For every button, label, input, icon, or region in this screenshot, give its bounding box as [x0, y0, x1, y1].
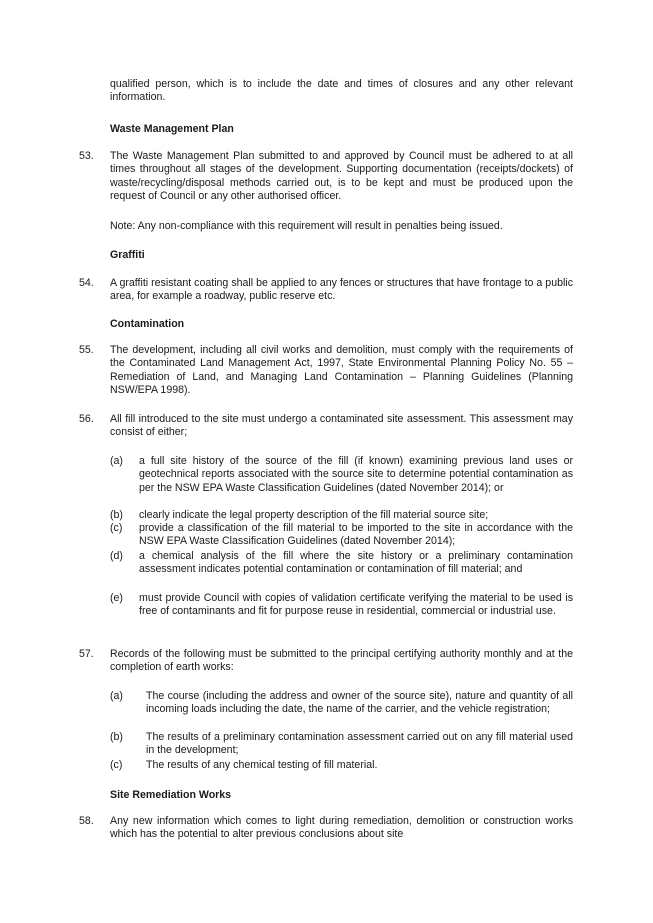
clause-53-text: The Waste Management Plan submitted to and approved by Council must be adhered to at all times throughout all stages of the development. Supporting documentation (receipts/dockets) of waste/recycling/disposal methods carried out, is to be kept and must be produced upon the request of Council or any other authorised officer.: [110, 150, 573, 203]
clause-57-item-text: The course (including the address and owner of the source site), nature and quantity of all incoming loads including the date, the name of the carrier, and the vehicle registration;: [146, 690, 573, 716]
clause-57-text: Records of the following must be submitted to the principal certifying authority monthly and at the completion of earth works:: [110, 648, 573, 674]
clause-56-item-label: (a): [110, 455, 123, 467]
clause-56-item-text: clearly indicate the legal property description of the fill material source site;: [139, 509, 489, 521]
clause-53-number: 53.: [79, 150, 94, 162]
clause-56-item-text: must provide Council with copies of validation certificate verifying the material to be used is free of contaminants and fit for purpose reuse in residential, commercial or industrial use.: [139, 592, 573, 618]
clause-57-item-text: The results of any chemical testing of fill material.: [146, 759, 378, 771]
clause-57-item-text: The results of a preliminary contamination assessment carried out on any fill material used in the development;: [146, 731, 573, 757]
clause-56-item-label: (b): [110, 509, 123, 521]
clause-57-number: 57.: [79, 648, 94, 660]
clause-57-item-label: (b): [110, 731, 123, 743]
waste-management-heading: Waste Management Plan: [110, 123, 234, 135]
clause-54-text: A graffiti resistant coating shall be applied to any fences or structures that have frontage to a public area, for example a roadway, public reserve etc.: [110, 277, 573, 303]
clause-55-number: 55.: [79, 344, 94, 356]
clause-55-text: The development, including all civil works and demolition, must comply with the requirements of the Contaminated Land Management Act, 1997, State Environmental Planning Policy No. 55 – Remediation of Land, and Managing Land Contamination – Planning Guidelines (Planning NSW/EPA 1998).: [110, 344, 573, 397]
contamination-heading: Contamination: [110, 318, 185, 330]
clause-56-item-text: a chemical analysis of the fill where the site history or a preliminary contamination assessment indicates potential contamination or contamination of fill material; and: [139, 550, 573, 576]
intro-continuation: qualified person, which is to include the date and times of closures and any other relevant information.: [110, 78, 573, 104]
clause-56-item-label: (d): [110, 550, 123, 562]
clause-56-item-label: (c): [110, 522, 123, 534]
site-remediation-heading: Site Remediation Works: [110, 789, 232, 801]
graffiti-heading: Graffiti: [110, 249, 145, 261]
clause-58-number: 58.: [79, 815, 94, 827]
clause-58-text: Any new information which comes to light during remediation, demolition or construction works which has the potential to alter previous conclusions about site: [110, 815, 573, 841]
waste-note: Note: Any non-compliance with this requirement will result in penalties being issued.: [110, 220, 503, 232]
clause-57-item-label: (a): [110, 690, 123, 702]
clause-56-item-label: (e): [110, 592, 123, 604]
clause-54-number: 54.: [79, 277, 94, 289]
clause-57-item-label: (c): [110, 759, 123, 771]
clause-56-number: 56.: [79, 413, 94, 425]
clause-56-item-text: a full site history of the source of the fill (if known) examining previous land uses or geotechnical reports associated with the source site to determine potential contamination as per the NSW EPA Waste Classification Guidelines (dated November 2014); or: [139, 455, 573, 494]
clause-56-text: All fill introduced to the site must undergo a contaminated site assessment. This assessment may consist of either;: [110, 413, 573, 439]
clause-56-item-text: provide a classification of the fill material to be imported to the site in accordance with the NSW EPA Waste Classification Guidelines (dated November 2014);: [139, 522, 573, 548]
